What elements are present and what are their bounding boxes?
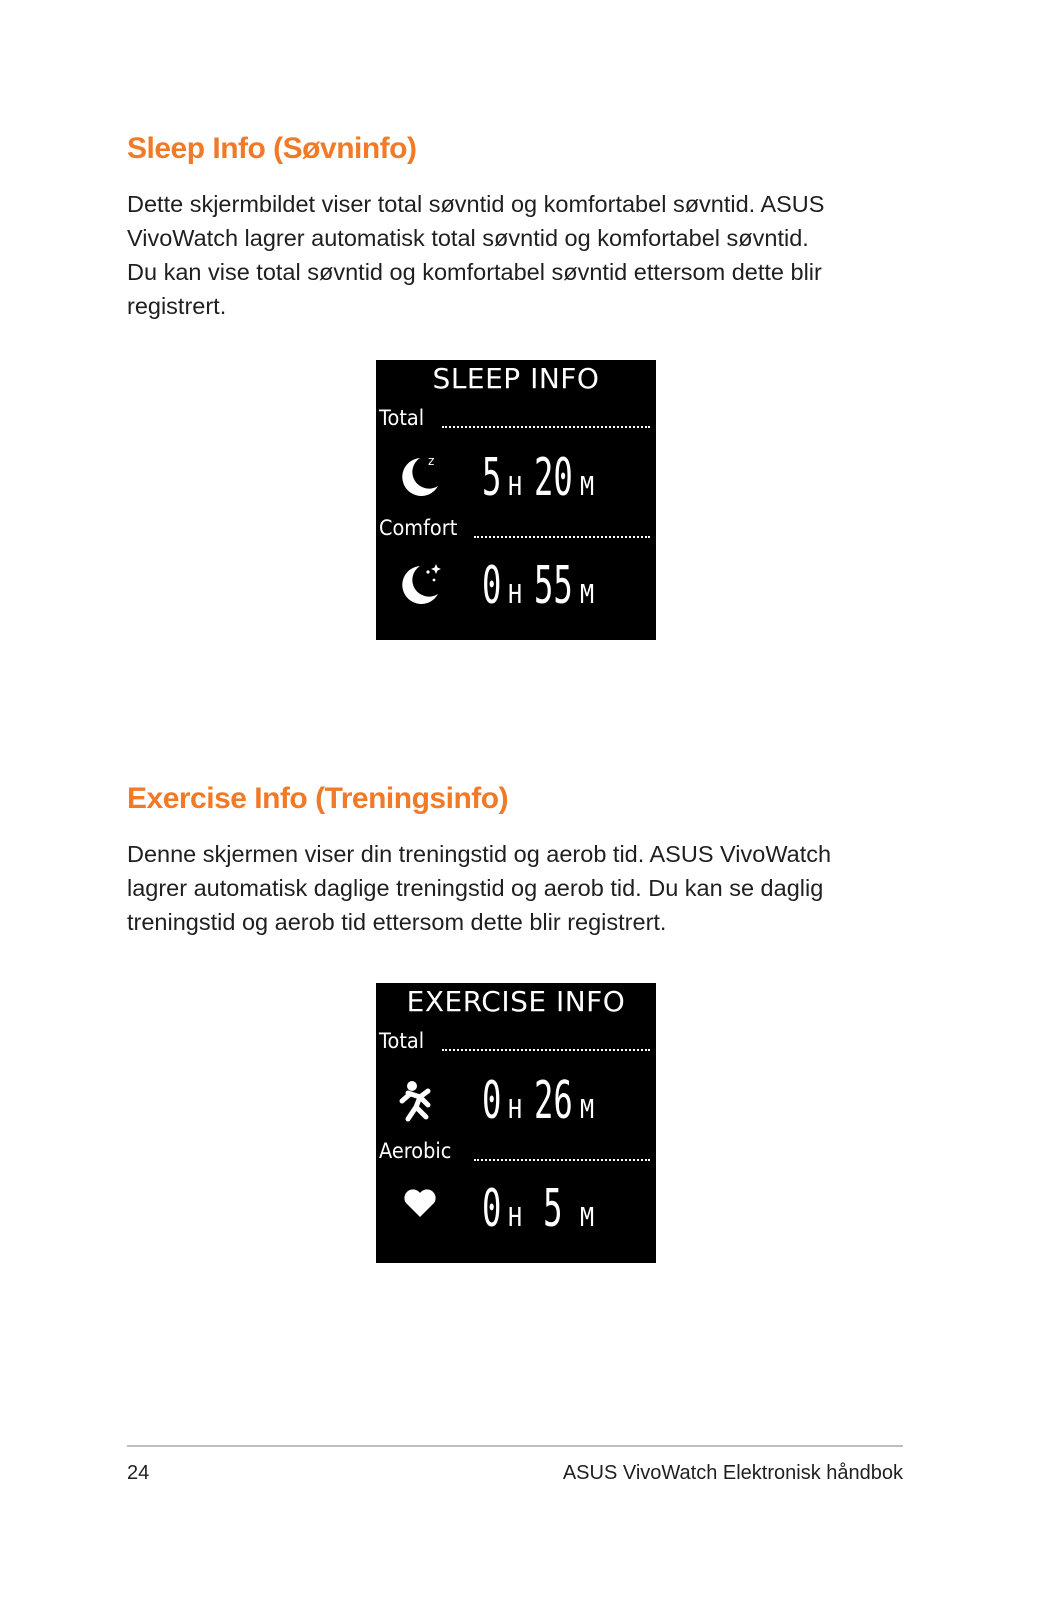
moon-zzz-icon [398,452,448,498]
sleep-info-paragraph [127,187,927,323]
page-number: 24 [127,1462,150,1484]
sleep-info-watch-screen [376,360,656,640]
dotted-leader [442,1049,650,1051]
sleep-info-heading: Sleep Info (Søvninfo) [127,132,417,165]
svg-text:z: z [428,454,435,468]
dotted-leader [474,536,650,538]
paragraph-line: VivoWatch lagrer automatisk total søvntid og komfortabel søvntid. [127,225,809,251]
moon-stars-icon [398,560,448,606]
hours-unit: H [508,472,523,502]
total-label: Total [379,406,425,430]
total-label: Total [379,1029,425,1053]
minutes-value: 55 [534,556,573,616]
minutes-unit: M [580,1095,595,1125]
runner-icon [398,1079,444,1123]
heart-icon [402,1187,438,1219]
comfort-sleep-value [482,556,596,616]
paragraph-line: Dette skjermbildet viser total søvntid og komfortabel søvntid. ASUS [127,191,825,217]
paragraph-line: Denne skjermen viser din treningstid og aerob tid. ASUS VivoWatch [127,841,832,867]
total-exercise-value [482,1071,596,1131]
hours-value: 0 [482,556,502,616]
aerobic-exercise-value [482,1179,596,1239]
screen-title: EXERCISE INFO [406,985,626,1018]
screen-title: SLEEP INFO [432,362,600,395]
hours-value: 0 [482,1071,502,1131]
paragraph-line: lagrer automatisk daglige treningstid og aerob tid. Du kan se daglig [127,875,824,901]
manual-title: ASUS VivoWatch Elektronisk håndbok [562,1462,903,1484]
dotted-leader [474,1159,650,1161]
hours-value: 5 [482,448,502,508]
minutes-value: 26 [534,1071,573,1131]
minutes-unit: M [580,580,595,610]
paragraph-line: treningstid og aerob tid ettersom dette blir registrert. [127,909,667,935]
hours-unit: H [508,580,523,610]
paragraph-line: Du kan vise total søvntid og komfortabel søvntid ettersom dette blir [127,259,822,285]
footer-rule [127,1445,903,1447]
hours-unit: H [508,1095,523,1125]
exercise-info-heading: Exercise Info (Treningsinfo) [127,782,509,815]
hours-unit: H [508,1203,523,1233]
minutes-unit: M [580,1203,595,1233]
minutes-value: 20 [534,448,573,508]
exercise-info-watch-screen [376,983,656,1263]
minutes-unit: M [580,472,595,502]
dotted-leader [442,426,650,428]
minutes-value: 5 [543,1179,563,1239]
total-sleep-value [482,448,596,508]
comfort-label: Comfort [379,516,458,540]
aerobic-label: Aerobic [379,1139,452,1163]
paragraph-line: registrert. [127,293,227,319]
hours-value: 0 [482,1179,502,1239]
exercise-info-paragraph [127,837,927,939]
